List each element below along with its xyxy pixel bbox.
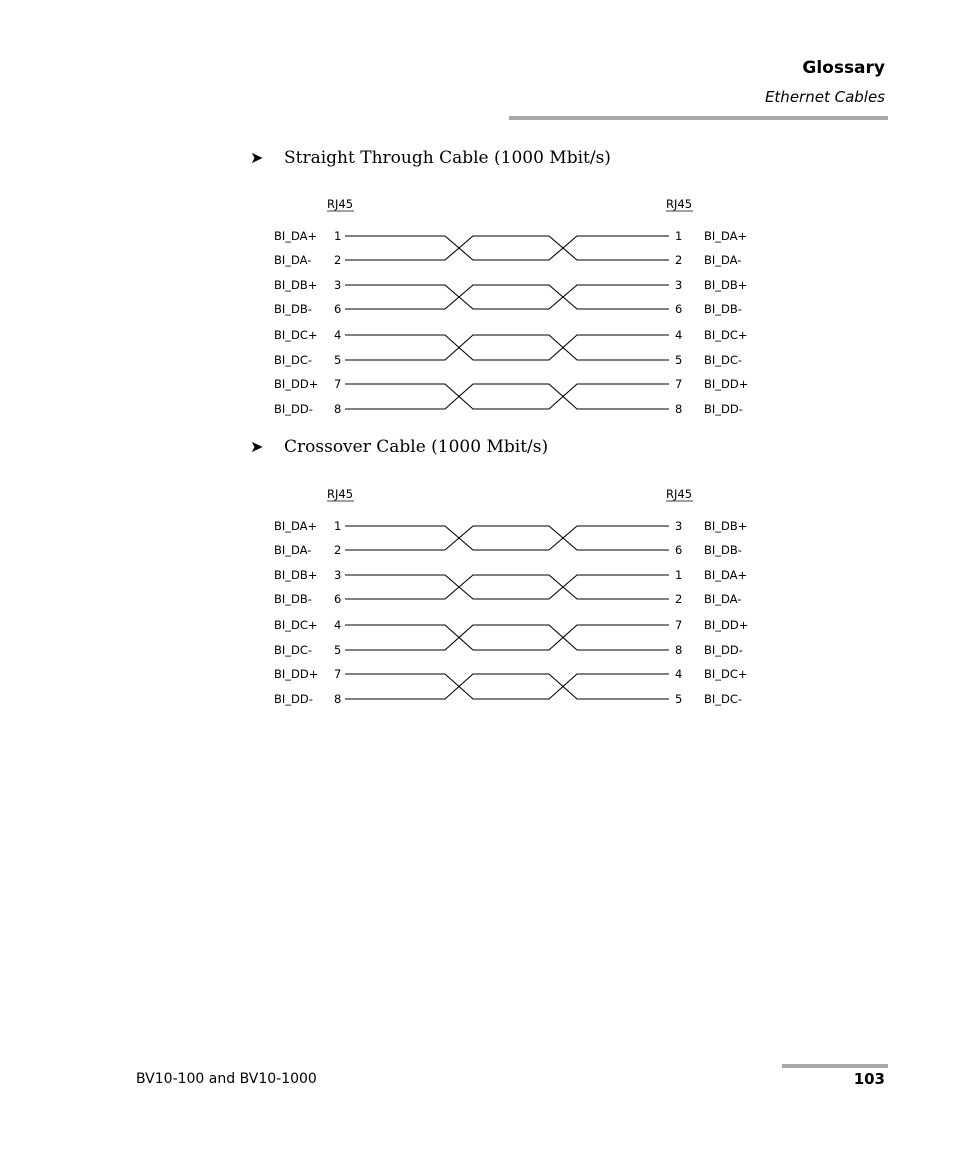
right-pin-number: 2 — [675, 253, 683, 267]
right-pin-number: 1 — [675, 229, 683, 243]
left-signal-label: BI_DD- — [274, 402, 313, 416]
left-pin-number: 1 — [334, 229, 342, 243]
left-pin-number: 3 — [334, 568, 342, 582]
left-pin-number: 6 — [334, 302, 342, 316]
wire-line — [345, 674, 669, 699]
right-signal-label: BI_DD+ — [704, 377, 749, 391]
wire-line — [345, 285, 669, 309]
heading-text: Crossover Cable (1000 Mbit/s) — [284, 437, 549, 457]
straight-through-wiring-diagram — [265, 192, 765, 432]
left-pin-number: 1 — [334, 519, 342, 533]
left-connector-label: RJ45 — [327, 487, 354, 501]
right-signal-label: BI_DA+ — [704, 568, 748, 582]
bullet-arrow-icon: ➤ — [250, 437, 264, 456]
left-signal-label: BI_DB- — [274, 302, 312, 316]
right-pin-number: 5 — [675, 353, 683, 367]
left-signal-label: BI_DC+ — [274, 618, 318, 632]
wire-line — [345, 384, 669, 409]
right-pin-number: 2 — [675, 592, 683, 606]
chapter-title: Glossary — [802, 58, 885, 78]
right-pin-number: 3 — [675, 519, 683, 533]
right-pin-number: 1 — [675, 568, 683, 582]
left-pin-number: 6 — [334, 592, 342, 606]
right-signal-label: BI_DB- — [704, 302, 742, 316]
right-pin-number: 5 — [675, 692, 683, 706]
left-pin-number: 7 — [334, 667, 342, 681]
left-signal-label: BI_DA- — [274, 543, 312, 557]
right-pin-number: 7 — [675, 618, 683, 632]
crossover-wiring-diagram — [265, 482, 765, 722]
right-signal-label: BI_DD- — [704, 402, 743, 416]
right-pin-number: 4 — [675, 667, 683, 681]
right-pin-number: 3 — [675, 278, 683, 292]
right-signal-label: BI_DA+ — [704, 229, 748, 243]
left-signal-label: BI_DB+ — [274, 278, 318, 292]
left-pin-number: 7 — [334, 377, 342, 391]
right-signal-label: BI_DB+ — [704, 278, 748, 292]
left-signal-label: BI_DD+ — [274, 667, 319, 681]
right-signal-label: BI_DC+ — [704, 667, 748, 681]
right-connector-label: RJ45 — [666, 487, 693, 501]
right-signal-label: BI_DD- — [704, 643, 743, 657]
page-number: 103 — [853, 1070, 885, 1088]
right-pin-number: 6 — [675, 543, 683, 557]
heading-text: Straight Through Cable (1000 Mbit/s) — [284, 148, 611, 168]
section-subtitle: Ethernet Cables — [764, 88, 885, 106]
left-pin-number: 8 — [334, 692, 342, 706]
right-signal-label: BI_DD+ — [704, 618, 749, 632]
wire-line — [345, 384, 669, 409]
right-connector-label: RJ45 — [666, 197, 693, 211]
left-pin-number: 2 — [334, 253, 342, 267]
left-pin-number: 5 — [334, 353, 342, 367]
left-signal-label: BI_DA+ — [274, 519, 318, 533]
right-signal-label: BI_DB- — [704, 543, 742, 557]
left-pin-number: 4 — [334, 618, 342, 632]
crossover-heading — [250, 437, 548, 457]
right-pin-number: 4 — [675, 328, 683, 342]
left-signal-label: BI_DD+ — [274, 377, 319, 391]
left-signal-label: BI_DB- — [274, 592, 312, 606]
wire-line — [345, 236, 669, 260]
wire-line — [345, 674, 669, 699]
right-signal-label: BI_DB+ — [704, 519, 748, 533]
left-pin-number: 8 — [334, 402, 342, 416]
wire-line — [345, 625, 669, 650]
left-signal-label: BI_DD- — [274, 692, 313, 706]
product-name: BV10-100 and BV10-1000 — [136, 1071, 317, 1087]
bullet-arrow-icon: ➤ — [250, 148, 264, 167]
right-signal-label: BI_DC- — [704, 692, 743, 706]
wire-line — [345, 575, 669, 599]
left-pin-number: 5 — [334, 643, 342, 657]
left-signal-label: BI_DA+ — [274, 229, 318, 243]
right-signal-label: BI_DA- — [704, 253, 742, 267]
right-signal-label: BI_DC+ — [704, 328, 748, 342]
left-signal-label: BI_DC- — [274, 643, 313, 657]
footer-rule — [782, 1064, 888, 1068]
left-signal-label: BI_DA- — [274, 253, 312, 267]
wire-line — [345, 236, 669, 260]
right-pin-number: 6 — [675, 302, 683, 316]
right-pin-number: 8 — [675, 402, 683, 416]
left-pin-number: 4 — [334, 328, 342, 342]
left-signal-label: BI_DC- — [274, 353, 313, 367]
wire-line — [345, 575, 669, 599]
right-pin-number: 8 — [675, 643, 683, 657]
wire-line — [345, 526, 669, 550]
left-signal-label: BI_DC+ — [274, 328, 318, 342]
left-pin-number: 2 — [334, 543, 342, 557]
header-rule — [509, 116, 888, 120]
right-pin-number: 7 — [675, 377, 683, 391]
right-signal-label: BI_DC- — [704, 353, 743, 367]
wire-line — [345, 335, 669, 360]
left-pin-number: 3 — [334, 278, 342, 292]
left-connector-label: RJ45 — [327, 197, 354, 211]
straight-through-heading — [250, 148, 611, 168]
wire-line — [345, 625, 669, 650]
left-signal-label: BI_DB+ — [274, 568, 318, 582]
wire-line — [345, 526, 669, 550]
wire-line — [345, 285, 669, 309]
right-signal-label: BI_DA- — [704, 592, 742, 606]
wire-line — [345, 335, 669, 360]
